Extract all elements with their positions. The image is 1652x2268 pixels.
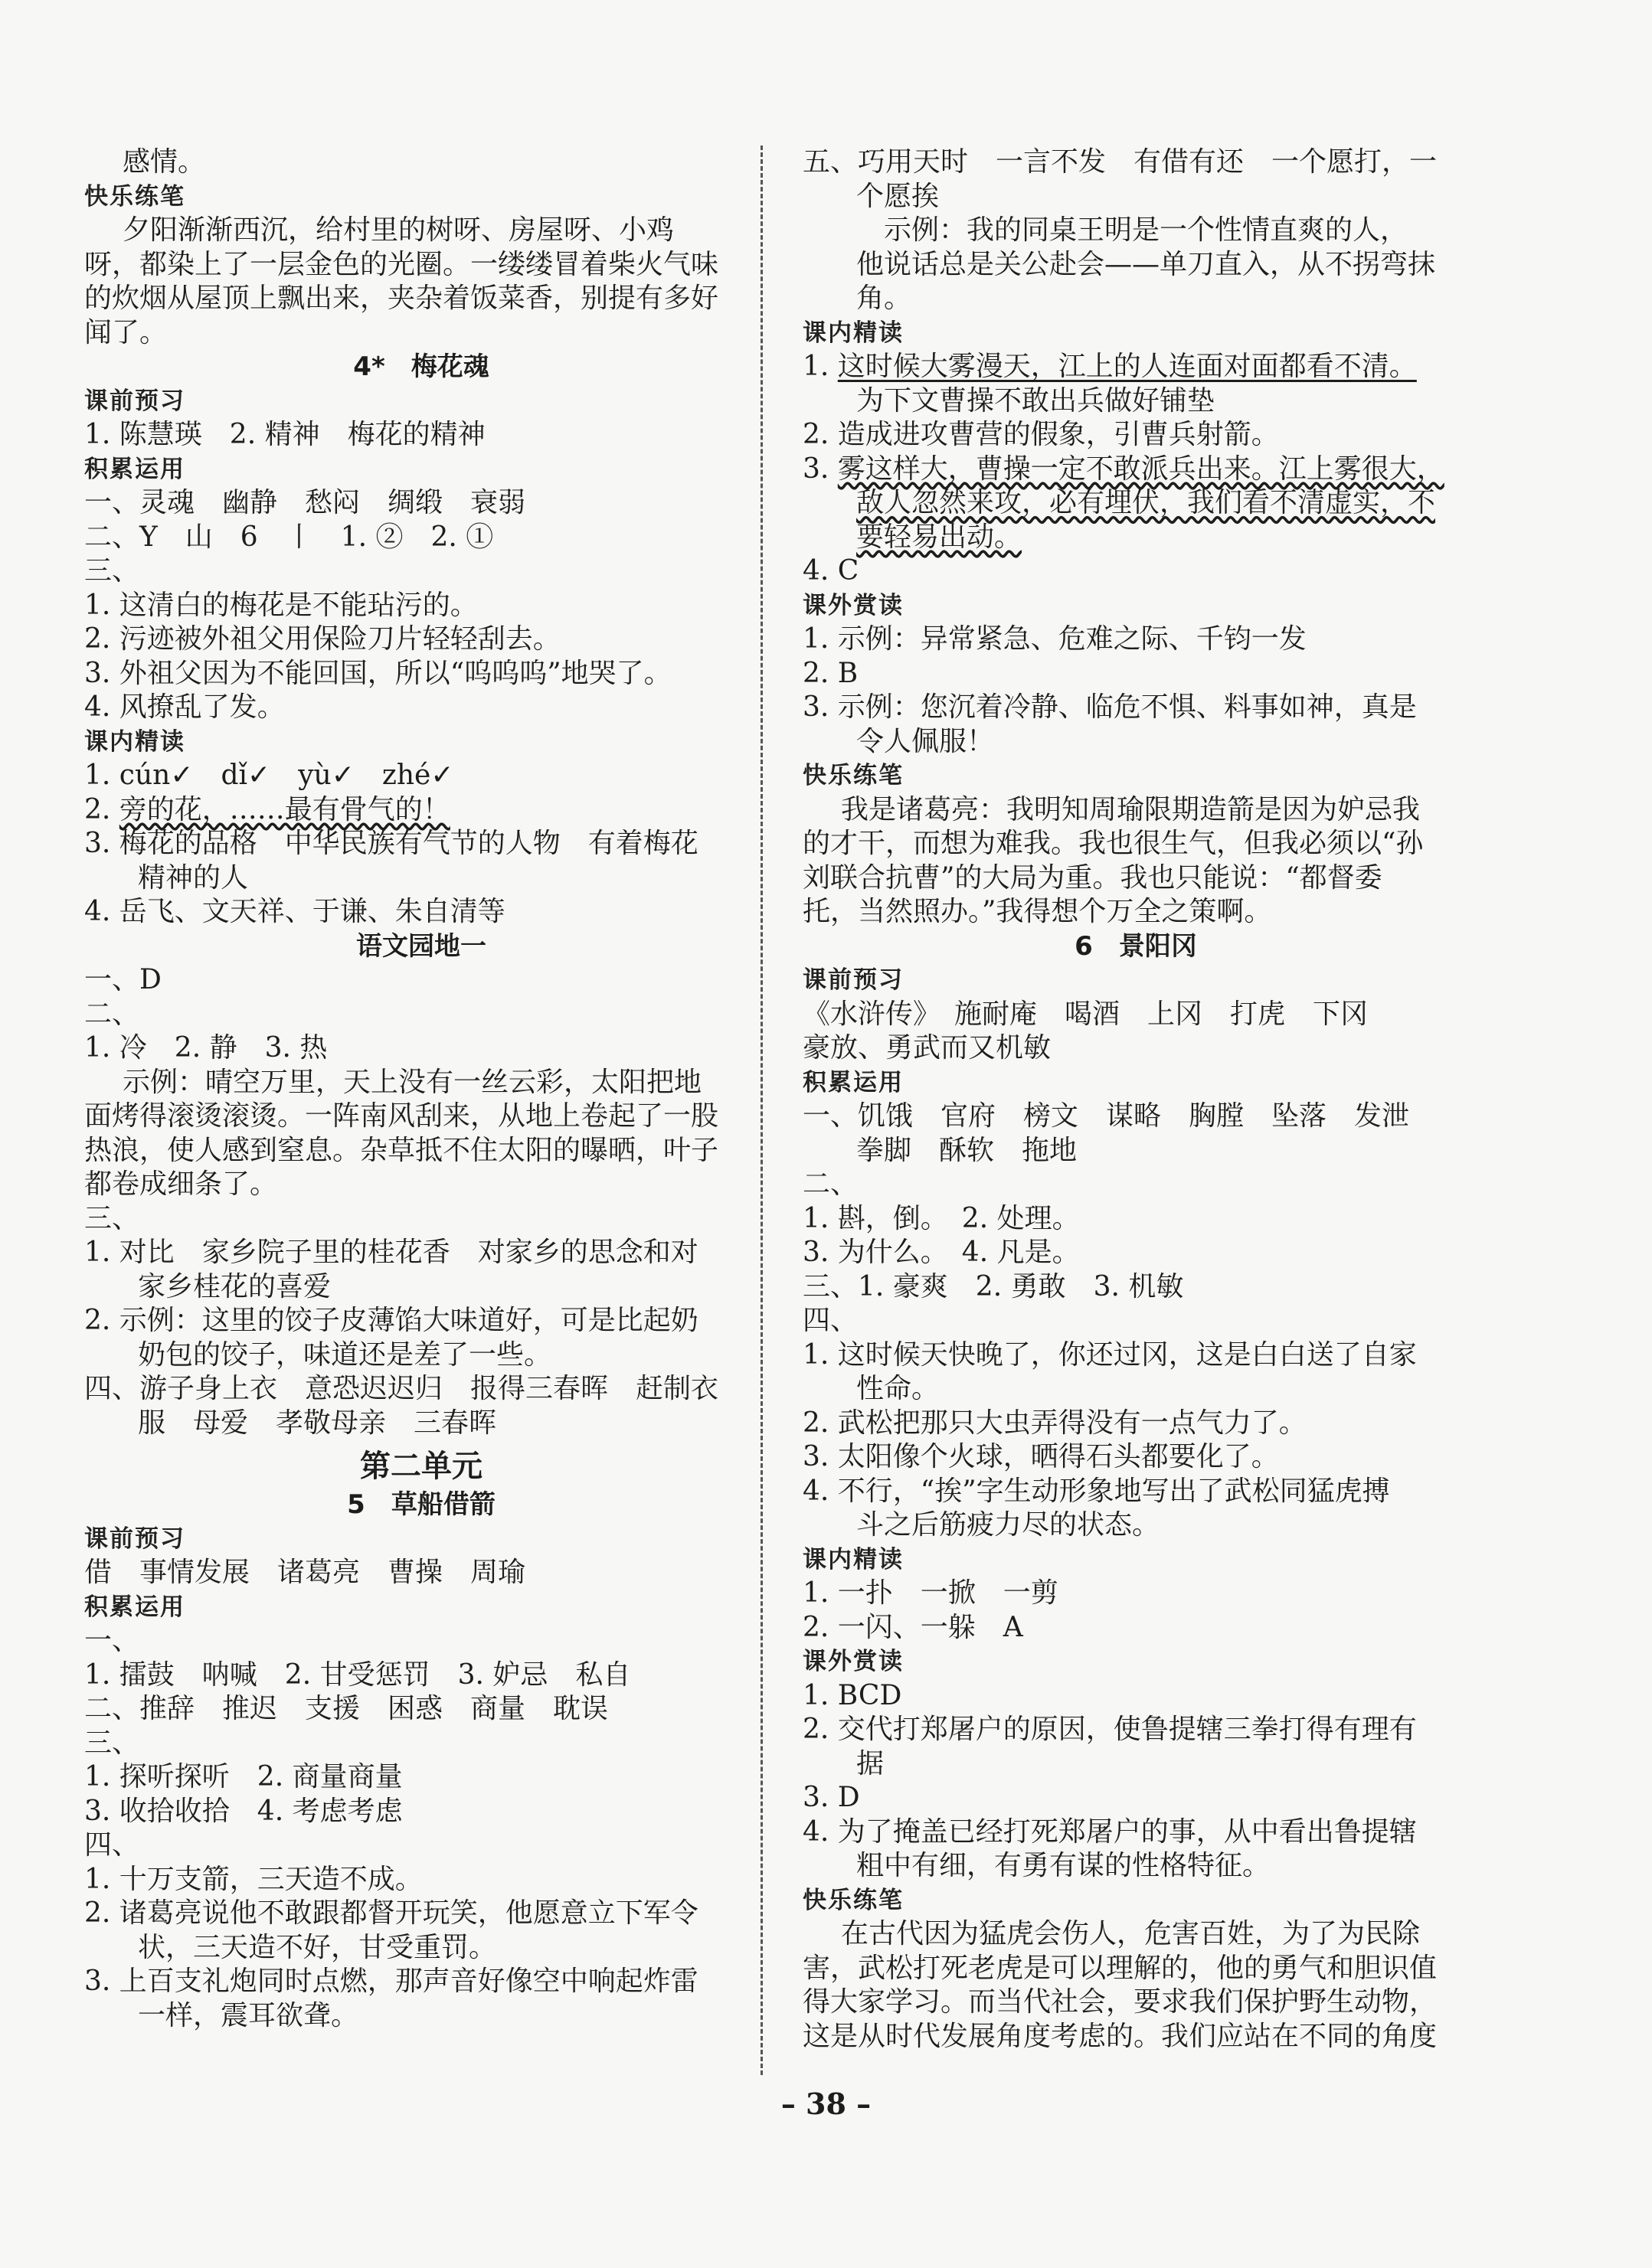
line-text: 课内精读 <box>803 319 904 347</box>
text-line <box>84 1168 758 1202</box>
line-text: 课前预习 <box>84 1525 185 1553</box>
line-text: 1. 十万支箭，三天造不成。 <box>84 1863 423 1895</box>
line-text: 为下文曹操不敢出兵做好铺垫 <box>856 384 1215 417</box>
text-line <box>803 1168 1469 1202</box>
underlined-text: 旁的花，……最有骨气的！ <box>119 793 450 825</box>
text-line <box>84 1999 758 2034</box>
section-heading <box>84 725 758 760</box>
text-line <box>84 486 758 521</box>
line-text: 3. 收拾收拾 4. 考虑考虑 <box>84 1795 403 1827</box>
line-text: 课外赏读 <box>803 591 904 619</box>
section-heading <box>803 1884 1469 1918</box>
line-text: 1. cún✓ dǐ✓ yù✓ zhé✓ <box>84 760 454 791</box>
underlined-text: 这时候大雾漫天，江上的人连面对面都看不清。 <box>837 351 1417 382</box>
line-text: 1. 斟，倒。 2. 处理。 <box>803 1202 1080 1234</box>
text-line <box>84 963 758 998</box>
text-line <box>84 1760 758 1795</box>
text-line <box>84 1202 758 1237</box>
line-text: 四、游子身上衣 意恐迟迟归 报得三春晖 赶制衣 <box>84 1373 719 1404</box>
text-line <box>803 1713 1469 1747</box>
line-text: 课内精读 <box>84 727 185 756</box>
line-text: 奶包的饺子，味道还是差了一些。 <box>138 1338 552 1371</box>
line-text: 的炊烟从屋顶上飘出来，夹杂着饭菜香，别提有多好 <box>84 283 719 314</box>
text-line <box>803 1270 1469 1305</box>
text-line <box>84 998 758 1032</box>
lesson-title <box>84 1445 758 1488</box>
underlined-text: 雾这样大，曹操一定不敢派兵出来。江上雾很大， <box>837 453 1444 485</box>
line-text: 家乡桂花的喜爱 <box>138 1270 332 1302</box>
text-line <box>803 1577 1469 1611</box>
text-line <box>84 1828 758 1863</box>
line-text: 托，当然照办。”我得想个万全之策啊。 <box>803 896 1272 927</box>
text-line <box>84 1270 758 1305</box>
text-line <box>803 554 1469 589</box>
line-text: 个愿挨 <box>856 180 940 212</box>
line-text: 2. B <box>803 657 859 689</box>
text-line <box>803 623 1469 657</box>
text-line <box>84 1931 758 1966</box>
line-text: 4* 梅花魂 <box>353 351 489 382</box>
text-line <box>803 657 1469 691</box>
text-line <box>803 486 1469 521</box>
line-text: 快乐练笔 <box>84 182 185 211</box>
underlined-text: 要轻易出动。 <box>856 521 1022 553</box>
line-text: 2. 一闪、一躲 A <box>803 1611 1023 1643</box>
line-text: 拳脚 酥软 拖地 <box>856 1134 1078 1166</box>
line-text: 闻了。 <box>84 316 168 348</box>
line-text: 我是诸葛亮：我明知周瑜限期造箭是因为妒忌我 <box>841 793 1421 825</box>
line-text: 都卷成细条了。 <box>84 1168 278 1200</box>
line-text: 二、 <box>803 1168 859 1200</box>
line-text: 豪放、勇武而又机敏 <box>803 1032 1052 1064</box>
line-text: 精神的人 <box>138 861 249 894</box>
section-heading <box>803 316 1469 351</box>
right-column <box>803 145 1469 2054</box>
line-text: 五、巧用天时 一言不发 有借有还 一个愿打，一 <box>803 146 1438 178</box>
text-line <box>84 1100 758 1134</box>
line-text: 三、 <box>84 1727 140 1759</box>
line-text: 1. BCD <box>803 1679 902 1711</box>
text-line <box>803 1440 1469 1475</box>
lesson-title <box>84 1488 758 1522</box>
line-text: 1. 陈慧瑛 2. 精神 梅花的精神 <box>84 419 486 450</box>
lesson-title <box>84 350 758 384</box>
text-line <box>803 793 1469 828</box>
text-line <box>803 1849 1469 1884</box>
line-text: 在古代因为猛虎会伤人，危害百姓，为了为民除 <box>841 1918 1421 1949</box>
line-text: 害，武松打死老虎是可以理解的，他的勇气和胆识值 <box>803 1952 1438 1984</box>
text-line <box>84 521 758 555</box>
text-line <box>803 1917 1469 1952</box>
text-line <box>803 1031 1469 1066</box>
line-text: 二、Y 山 6 丨 1. ② 2. ① <box>84 521 494 553</box>
text-line <box>84 1338 758 1373</box>
text-line <box>84 554 758 589</box>
line-text: 积累运用 <box>84 1593 185 1621</box>
line-text: 粗中有细，有勇有谋的性格特征。 <box>856 1850 1271 1881</box>
line-text: 1. 冷 2. 静 3. 热 <box>84 1032 328 1064</box>
line-text: 1. 对比 家乡院子里的桂花香 对家乡的思念和对 <box>84 1237 698 1268</box>
text-line <box>84 589 758 623</box>
text-line <box>84 1795 758 1829</box>
section-heading <box>803 1543 1469 1577</box>
text-line <box>803 1236 1469 1270</box>
text-line <box>803 1611 1469 1645</box>
line-text: 刘联合抗曹”的大局为重。我也只能说：“都督委 <box>803 861 1382 894</box>
line-text: 3. <box>803 453 838 485</box>
line-text: 状，三天造不好，甘受重罚。 <box>138 1931 497 1963</box>
line-text: 3. 示例：您沉着冷静、临危不惧、料事如神，真是 <box>803 691 1417 723</box>
text-line <box>803 282 1469 316</box>
line-text: 4. 为了掩盖已经打死郑屠户的事，从中看出鲁提辖 <box>803 1815 1417 1848</box>
line-text: 3. D <box>803 1782 860 1813</box>
text-line <box>803 384 1469 419</box>
text-line <box>84 657 758 691</box>
section-heading <box>803 759 1469 793</box>
line-text: 课内精读 <box>803 1545 904 1574</box>
line-text: 性命。 <box>856 1373 940 1404</box>
page-number: – 38 – <box>780 2087 872 2121</box>
line-text: 二、 <box>84 998 140 1030</box>
text-line <box>84 282 758 316</box>
text-line <box>84 145 758 180</box>
text-line <box>803 1679 1469 1714</box>
line-text: 2. 交代打郑屠户的原因，使鲁提辖三拳打得有理有 <box>803 1714 1417 1745</box>
line-text: 1. <box>803 351 838 382</box>
column-divider <box>761 145 763 2075</box>
text-line <box>803 1372 1469 1407</box>
text-line <box>803 1475 1469 1509</box>
lesson-title <box>84 930 758 964</box>
text-line <box>803 1304 1469 1338</box>
line-text: 2. 武松把那只大虫弄得没有一点气力了。 <box>803 1407 1307 1439</box>
text-line <box>84 1134 758 1168</box>
line-text: 5 草船借箭 <box>347 1489 496 1520</box>
line-text: 二、推辞 推迟 支援 困惑 商量 耽误 <box>84 1693 609 1724</box>
text-line <box>803 1100 1469 1134</box>
line-text: 三、1. 豪爽 2. 勇敢 3. 机敏 <box>803 1270 1184 1302</box>
text-line <box>803 861 1469 896</box>
text-line <box>803 1338 1469 1373</box>
line-text: 借 事情发展 诸葛亮 曹操 周瑜 <box>84 1557 526 1588</box>
line-text: 积累运用 <box>84 455 185 483</box>
section-heading <box>84 180 758 214</box>
line-text: 服 母爱 孝敬母亲 三春晖 <box>138 1407 497 1439</box>
line-text: 3. 为什么。 4. 凡是。 <box>803 1237 1080 1268</box>
text-line <box>84 248 758 283</box>
text-line <box>84 214 758 248</box>
line-text: 2. <box>84 793 119 825</box>
line-text: 积累运用 <box>803 1068 904 1096</box>
line-text: 据 <box>856 1747 885 1779</box>
text-line <box>84 1556 758 1590</box>
text-line <box>803 453 1469 487</box>
text-line <box>84 1727 758 1761</box>
line-text: 令人佩服！ <box>856 725 995 757</box>
line-text: 的才干，而想为难我。我也很生气，但我必须以“孙 <box>803 828 1424 859</box>
text-line <box>84 316 758 351</box>
line-text: 课前预习 <box>84 387 185 415</box>
text-line <box>803 1952 1469 1986</box>
text-line <box>803 725 1469 760</box>
text-line <box>803 521 1469 555</box>
line-text: 1. 一扑 一掀 一剪 <box>803 1577 1058 1609</box>
line-text: 2. 污迹被外祖父用保险刀片轻轻刮去。 <box>84 623 561 655</box>
line-text: 第二单元 <box>360 1449 483 1484</box>
text-line <box>803 145 1469 180</box>
line-text: 1. 这时候天快晚了，你还过冈，这是白白送了自家 <box>803 1338 1417 1371</box>
underlined-text: 敌人忽然来攻，必有埋伏，我们看不清虚实，不 <box>856 487 1436 518</box>
text-line <box>84 1965 758 1999</box>
line-text: 示例：晴空万里，天上没有一丝云彩，太阳把地 <box>123 1066 702 1098</box>
line-text: 角。 <box>856 283 912 314</box>
text-line <box>84 1407 758 1441</box>
text-line <box>84 1031 758 1066</box>
section-heading <box>84 1590 758 1625</box>
text-line <box>84 691 758 725</box>
line-text: 课前预习 <box>803 966 904 994</box>
text-line <box>84 1897 758 1931</box>
line-text: 课外赏读 <box>803 1648 904 1675</box>
line-text: 面烤得滚烫滚烫。一阵南风刮来，从地上卷起了一股 <box>84 1100 719 1132</box>
line-text: 2. 诸葛亮说他不敢跟都督开玩笑，他愿意立下军令 <box>84 1897 698 1929</box>
line-text: 1. 这清白的梅花是不能玷污的。 <box>84 589 478 621</box>
line-text: 一、D <box>84 964 162 995</box>
text-line <box>803 1985 1469 2020</box>
line-text: 一、 <box>84 1625 140 1656</box>
section-heading <box>803 589 1469 623</box>
text-line <box>84 418 758 453</box>
line-text: 感情。 <box>123 146 206 178</box>
line-text: 一、饥饿 官府 榜文 谋略 胸膛 坠落 发泄 <box>803 1100 1410 1132</box>
text-line <box>84 623 758 657</box>
text-line <box>803 1508 1469 1543</box>
line-text: 2. 示例：这里的饺子皮薄馅大味道好，可是比起奶 <box>84 1305 698 1336</box>
line-text: 快乐练笔 <box>803 1886 904 1914</box>
text-line <box>803 827 1469 861</box>
line-text: 四、 <box>803 1305 859 1336</box>
line-text: 1. 探听探听 2. 商量商量 <box>84 1761 403 1793</box>
text-line <box>803 1134 1469 1168</box>
line-text: 这是从时代发展角度考虑的。我们应站在不同的角度 <box>803 2020 1438 2052</box>
text-line <box>803 2020 1469 2054</box>
text-line <box>803 248 1469 283</box>
text-line <box>84 1372 758 1407</box>
text-line <box>803 180 1469 214</box>
text-line <box>803 1815 1469 1850</box>
line-text: 一样，震耳欲聋。 <box>138 1999 359 2031</box>
text-line <box>803 418 1469 453</box>
line-text: 热浪，使人感到窒息。杂草抵不住太阳的曝晒，叶子 <box>84 1134 719 1166</box>
text-line <box>803 1202 1469 1237</box>
line-text: 呀，都染上了一层金色的光圈。一缕缕冒着柴火气味 <box>84 248 719 280</box>
section-heading <box>84 1522 758 1557</box>
text-line <box>84 1304 758 1338</box>
line-text: 4. 岳飞、文天祥、于谦、朱自清等 <box>84 896 505 927</box>
section-heading <box>803 963 1469 998</box>
line-text: 一、灵魂 幽静 愁闷 绸缎 衰弱 <box>84 487 526 518</box>
section-heading <box>84 384 758 419</box>
section-heading <box>84 453 758 487</box>
line-text: 《水浒传》 施耐庵 喝酒 上冈 打虎 下冈 <box>803 998 1369 1030</box>
line-text: 4. 不行，“挨”字生动形象地写出了武松同猛虎搏 <box>803 1475 1390 1507</box>
text-line <box>84 1066 758 1100</box>
section-heading <box>803 1066 1469 1100</box>
line-text: 1. 擂鼓 呐喊 2. 甘受惩罚 3. 妒忌 私自 <box>84 1659 631 1691</box>
line-text: 三、 <box>84 1202 140 1234</box>
line-text: 语文园地一 <box>356 930 486 962</box>
text-line <box>84 1236 758 1270</box>
text-line <box>803 1747 1469 1782</box>
text-line <box>803 350 1469 384</box>
line-text: 快乐练笔 <box>803 762 904 789</box>
line-text: 3. 外祖父因为不能回国，所以“呜呜呜”地哭了。 <box>84 657 672 689</box>
line-text: 3. 梅花的品格 中华民族有气节的人物 有着梅花 <box>84 828 698 859</box>
line-text: 1. 示例：异常紧急、危难之际、千钧一发 <box>803 623 1307 655</box>
line-text: 4. 风撩乱了发。 <box>84 691 285 723</box>
line-text: 示例：我的同桌王明是一个性情直爽的人， <box>856 214 1408 246</box>
line-text: 三、 <box>84 555 140 587</box>
text-line <box>84 1692 758 1727</box>
text-line <box>84 759 758 793</box>
text-line <box>803 1407 1469 1441</box>
section-heading <box>803 1645 1469 1679</box>
line-text: 他说话总是关公赴会——单刀直入，从不拐弯抹 <box>856 248 1436 280</box>
line-text: 得大家学习。而当代社会，要求我们保护野生动物， <box>803 1986 1438 2018</box>
line-text: 6 景阳冈 <box>1075 930 1197 962</box>
text-line <box>84 1624 758 1659</box>
line-text: 3. 太阳像个火球，晒得石头都要化了。 <box>803 1441 1279 1472</box>
line-text: 3. 上百支礼炮同时点燃，那声音好像空中响起炸雷 <box>84 1966 698 1997</box>
text-line <box>84 861 758 896</box>
text-line <box>803 998 1469 1032</box>
text-line <box>803 1781 1469 1815</box>
text-line <box>803 895 1469 930</box>
lesson-title <box>803 930 1469 964</box>
text-line <box>84 793 758 828</box>
text-line <box>84 1659 758 1693</box>
text-line <box>803 691 1469 725</box>
line-text: 夕阳渐渐西沉，给村里的树呀、房屋呀、小鸡 <box>123 214 675 246</box>
text-line <box>84 827 758 861</box>
line-text: 4. C <box>803 555 859 587</box>
left-column <box>84 145 758 2033</box>
line-text: 斗之后筋疲力尽的状态。 <box>856 1509 1160 1541</box>
text-line <box>84 895 758 930</box>
line-text: 四、 <box>84 1829 140 1861</box>
text-line <box>84 1863 758 1897</box>
text-line <box>803 214 1469 248</box>
line-text: 2. 造成进攻曹营的假象，引曹兵射箭。 <box>803 419 1279 450</box>
